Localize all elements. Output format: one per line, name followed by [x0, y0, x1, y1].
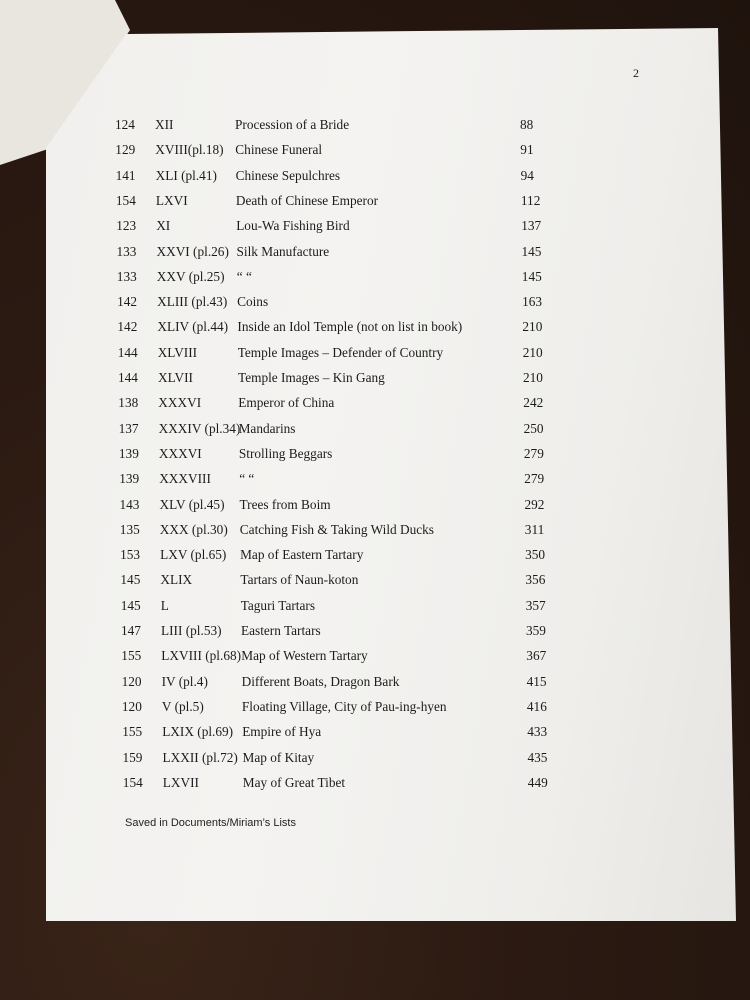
plate-number: 145 [120, 572, 141, 588]
plate-title: Map of Kitay [242, 749, 315, 765]
page-reference: 242 [523, 395, 544, 411]
page-reference: 449 [527, 774, 548, 790]
page-number: 2 [633, 66, 639, 80]
plate-number: 120 [121, 698, 142, 714]
page-reference: 88 [520, 117, 534, 132]
page-reference: 435 [527, 749, 548, 765]
page-reference: 250 [523, 420, 544, 436]
plate-title: Temple Images – Defender of Country [237, 344, 444, 360]
plate-title: Tartars of Naun-koton [240, 572, 359, 588]
plate-number: 142 [117, 294, 138, 310]
plate-title: Procession of a Bride [235, 117, 350, 132]
plate-roman-numeral: XLIV (pl.44) [157, 319, 229, 335]
page-reference: 359 [526, 623, 546, 638]
plate-roman-numeral: LXVIII (pl.68) [161, 648, 242, 664]
plate-roman-numeral: XLI (pl.41) [155, 167, 217, 183]
plate-number: 133 [116, 268, 137, 284]
plate-title: Trees from Boim [239, 496, 331, 512]
plate-number: 135 [119, 521, 140, 537]
plate-title: Map of Eastern Tartary [240, 547, 364, 563]
plate-roman-numeral: LXV (pl.65) [160, 547, 227, 563]
plate-roman-numeral: XLV (pl.45) [159, 496, 225, 512]
plate-roman-numeral: LIII (pl.53) [161, 623, 222, 638]
plate-number: 141 [115, 167, 136, 183]
plate-title: “ “ [236, 268, 252, 284]
page-reference: 163 [522, 294, 543, 310]
plate-roman-numeral: XII [155, 117, 174, 132]
plate-title: Inside an Idol Temple (not on list in book) [237, 319, 463, 335]
plate-number: 144 [117, 344, 138, 360]
plate-number: 138 [118, 395, 139, 411]
plate-roman-numeral: XXXIV (pl.34) [158, 420, 241, 436]
plate-number: 154 [122, 774, 143, 790]
plate-roman-numeral: LXVI [155, 192, 188, 208]
plate-title: Silk Manufacture [236, 243, 330, 259]
page-reference: 145 [521, 243, 542, 259]
plate-roman-numeral: L [160, 597, 169, 613]
page-reference: 357 [525, 597, 546, 613]
page-reference: 279 [523, 445, 544, 461]
plate-number: 155 [122, 724, 143, 740]
page-reference: 94 [520, 167, 534, 183]
plate-roman-numeral: XI [156, 218, 171, 234]
page-reference: 292 [524, 496, 545, 512]
plate-number: 139 [118, 445, 139, 461]
plate-title: Chinese Sepulchres [235, 167, 341, 183]
plate-title: Empire of Hya [242, 724, 322, 740]
plate-number: 147 [121, 623, 141, 638]
plate-roman-numeral: XXXVIII [159, 471, 211, 487]
document-page [46, 28, 736, 921]
plate-roman-numeral: V (pl.5) [161, 698, 204, 714]
plate-roman-numeral: XXX (pl.30) [159, 521, 228, 537]
plate-number: 137 [118, 420, 139, 436]
plate-title: Temple Images – Kin Gang [238, 370, 385, 385]
page-reference: 350 [525, 547, 546, 563]
page-reference: 210 [523, 370, 543, 385]
page-reference: 416 [526, 698, 547, 714]
plate-title: Lou-Wa Fishing Bird [236, 218, 350, 234]
plate-roman-numeral: LXVII [162, 774, 199, 790]
page-reference: 91 [520, 142, 534, 158]
page-reference: 367 [526, 648, 547, 664]
plate-number: 133 [116, 243, 137, 259]
plate-number: 154 [115, 192, 136, 208]
plate-number: 159 [122, 749, 143, 765]
plate-roman-numeral: XXXVI [158, 395, 202, 411]
plate-number: 155 [121, 648, 142, 664]
page-reference: 433 [527, 724, 548, 740]
plate-title: Mandarins [238, 420, 296, 436]
plate-roman-numeral: IV (pl.4) [161, 673, 208, 689]
plate-number: 142 [117, 319, 138, 335]
plate-roman-numeral: XXVI (pl.26) [156, 243, 229, 259]
plate-roman-numeral: XXV (pl.25) [156, 268, 225, 284]
page-reference: 145 [521, 268, 542, 284]
plate-title: “ “ [239, 471, 255, 487]
plate-number: 144 [118, 370, 138, 385]
plate-number: 143 [119, 496, 140, 512]
plate-title: Chinese Funeral [235, 142, 323, 158]
plate-number: 123 [116, 218, 137, 234]
page-reference: 210 [522, 344, 543, 360]
plate-title: Floating Village, City of Pau-ing-hyen [241, 698, 447, 714]
page-reference: 137 [521, 218, 542, 234]
plate-title: Catching Fish & Taking Wild Ducks [239, 521, 434, 537]
plate-number: 124 [115, 117, 135, 132]
page-reference: 210 [522, 319, 543, 335]
plate-title: Coins [237, 294, 269, 310]
plate-title: May of Great Tibet [242, 774, 346, 790]
plate-roman-numeral: XLVIII [157, 344, 198, 360]
plate-roman-numeral: LXIX (pl.69) [162, 724, 234, 740]
page-reference: 356 [525, 572, 546, 588]
plate-number: 145 [120, 597, 141, 613]
plate-title: Strolling Beggars [238, 445, 333, 461]
plate-roman-numeral: XLVII [158, 370, 193, 385]
plate-title: Eastern Tartars [241, 623, 321, 638]
plate-number: 139 [119, 471, 140, 487]
plate-roman-numeral: XXXVI [158, 445, 202, 461]
plate-title: Different Boats, Dragon Bark [241, 673, 400, 689]
page-reference: 112 [520, 192, 541, 208]
plate-title: Emperor of China [238, 395, 335, 411]
footer-note: Saved in Documents/Miriam’s Lists [125, 817, 296, 829]
plate-title: Map of Western Tartary [241, 648, 368, 664]
plate-number: 129 [115, 142, 136, 158]
plate-roman-numeral: XLIII (pl.43) [157, 294, 228, 310]
plate-roman-numeral: LXXII (pl.72) [162, 749, 238, 765]
page-reference: 311 [524, 521, 545, 537]
plate-roman-numeral: XLIX [160, 572, 193, 588]
page-reference: 279 [524, 471, 545, 487]
plate-number: 120 [121, 673, 142, 689]
plate-number: 153 [120, 547, 141, 563]
plate-title: Death of Chinese Emperor [235, 192, 379, 208]
plate-roman-numeral: XVIII(pl.18) [155, 142, 224, 158]
plate-title: Taguri Tartars [240, 597, 316, 613]
page-reference: 415 [526, 673, 547, 689]
